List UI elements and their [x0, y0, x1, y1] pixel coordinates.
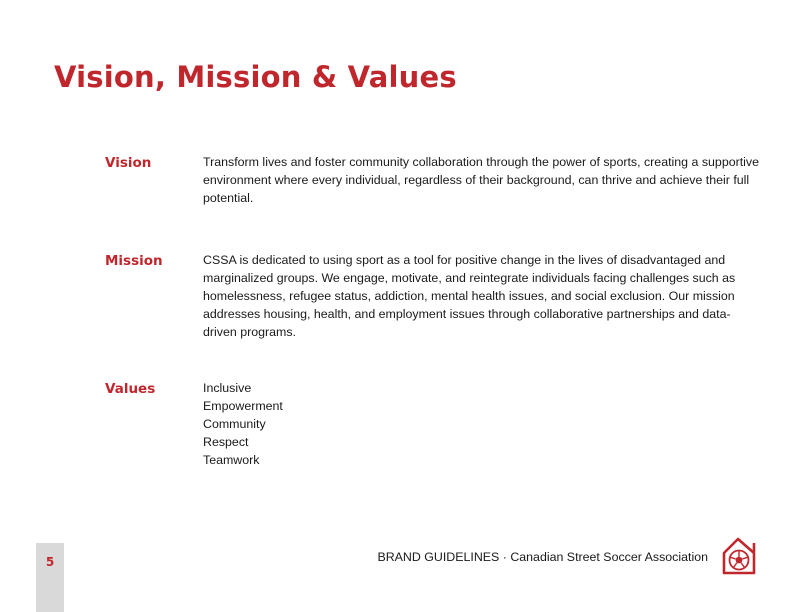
- value-item: Inclusive: [203, 381, 252, 395]
- vision-text: Transform lives and foster community collaboration through the power of sports, creating a supportive environment where every individual, regardless of their background, can thrive and achieve their full potential.: [203, 155, 760, 205]
- page-title: Vision, Mission & Values: [54, 60, 457, 94]
- house-soccer-ball-logo-icon: [720, 535, 760, 577]
- value-item: Community: [203, 417, 266, 431]
- mission-label: Mission: [105, 253, 163, 269]
- value-item: Respect: [203, 435, 249, 449]
- value-item: Teamwork: [203, 453, 260, 467]
- vision-label: Vision: [105, 155, 152, 171]
- values-label: Values: [105, 381, 156, 397]
- page-number: 5: [45, 555, 55, 569]
- footer-text: BRAND GUIDELINES · Canadian Street Soccer Association: [377, 550, 708, 564]
- page-number-tab: [36, 543, 64, 612]
- values-body: [203, 379, 759, 469]
- mission-text: CSSA is dedicated to using sport as a tool for positive change in the lives of disadvantaged and marginalized groups. We engage, motivate, and reintegrate individuals facing challenges such as homelessness, refugee status, addiction, mental health issues, and social exclusion. Our mission addresses housing, health, and employment issues through collaborative partnerships and data-driven programs.: [203, 253, 736, 339]
- values-list: [203, 379, 759, 469]
- value-item: Empowerment: [203, 399, 283, 413]
